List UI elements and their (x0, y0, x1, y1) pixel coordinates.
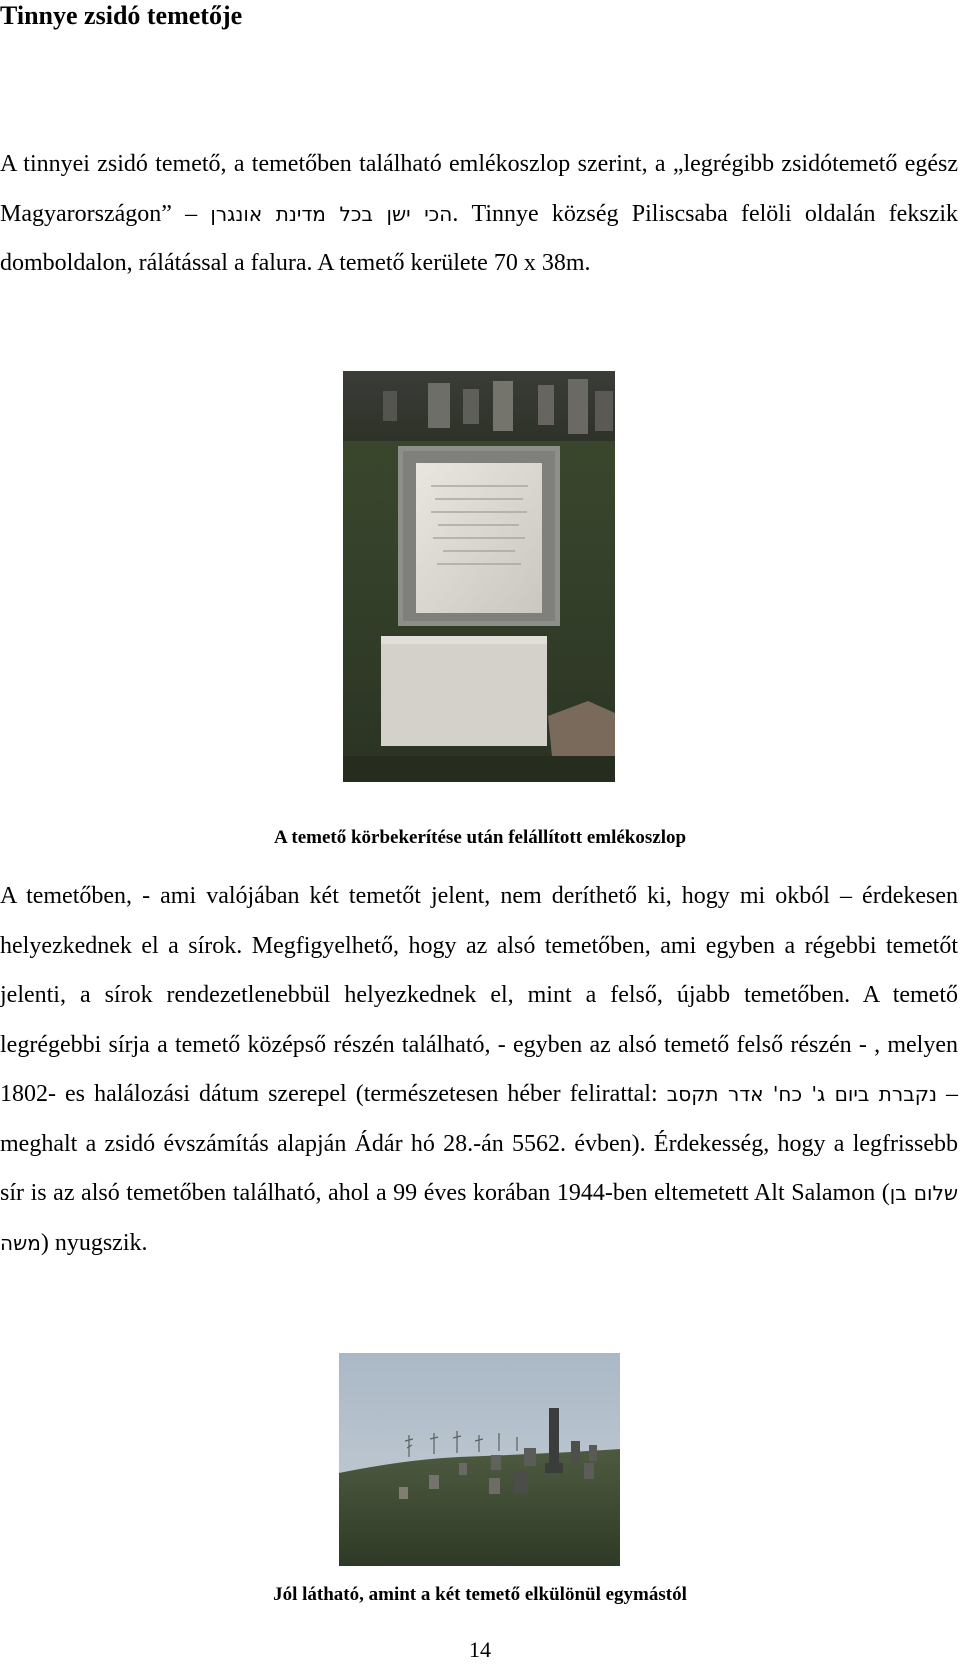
hebrew-inscription-text: הכי ישן בכל מדינת אונגרן (210, 201, 453, 226)
body-text-3: ) nyugszik. (40, 1229, 148, 1256)
intro-paragraph (0, 140, 958, 289)
body-text-1: A temetőben, - ami valójában két temetőt jelent, nem deríthető ki, hogy mi okból – érdekesen helyezkednek el a sírok. Megfigyelhető, hogy az alsó temetőben, ami egyben a régebbi temetőt jelenti, a sírok rendezetlenebbül helyezkednek el, mint a felső, újabb temetőben. A temető legrégebbi sírja a temető középső részén található, - egyben az alsó temető felső részén - , melyen 1802- es halálozási dátum szerepel (természetesen héber felirattal: (0, 883, 958, 1107)
cemetery-landscape-photo (339, 1353, 620, 1566)
hebrew-grave-inscription: נקברת ביום ג' כח' אדר תקסב (666, 1082, 937, 1106)
body-paragraph (0, 872, 958, 1268)
page-number: 14 (469, 1637, 491, 1662)
memorial-stone-photo (343, 371, 615, 782)
photo-caption-memorial: A temető körbekerítése után felállított emlékoszlop (273, 827, 687, 848)
hebrew-name: שלום בן משה (0, 1181, 958, 1255)
photo-caption-cemetery: Jól látható, amint a két temető elkülönül egymástól (273, 1584, 687, 1605)
intro-text-start: A tinnyei zsidó temető, a temetőben található emlékoszlop szerint, a „legrégibb zsidótemető egész Magyarországon” – (0, 151, 958, 227)
body-text-2: – meghalt a zsidó évszámítás alapján Ádár hó 28.-án 5562. évben). Érdekesség, hogy a legfrissebb sír is az alsó temetőben található, ahol a 99 éves korában 1944-ben eltemetett Alt Salamon ( (0, 1081, 958, 1206)
page-title: Tinnye zsidó temetője (0, 1, 243, 30)
intro-text-end: . Tinnye község Piliscsaba felöli oldalán fekszik domboldalon, rálátással a falura. A temető kerülete 70 x 38m. (0, 200, 958, 276)
